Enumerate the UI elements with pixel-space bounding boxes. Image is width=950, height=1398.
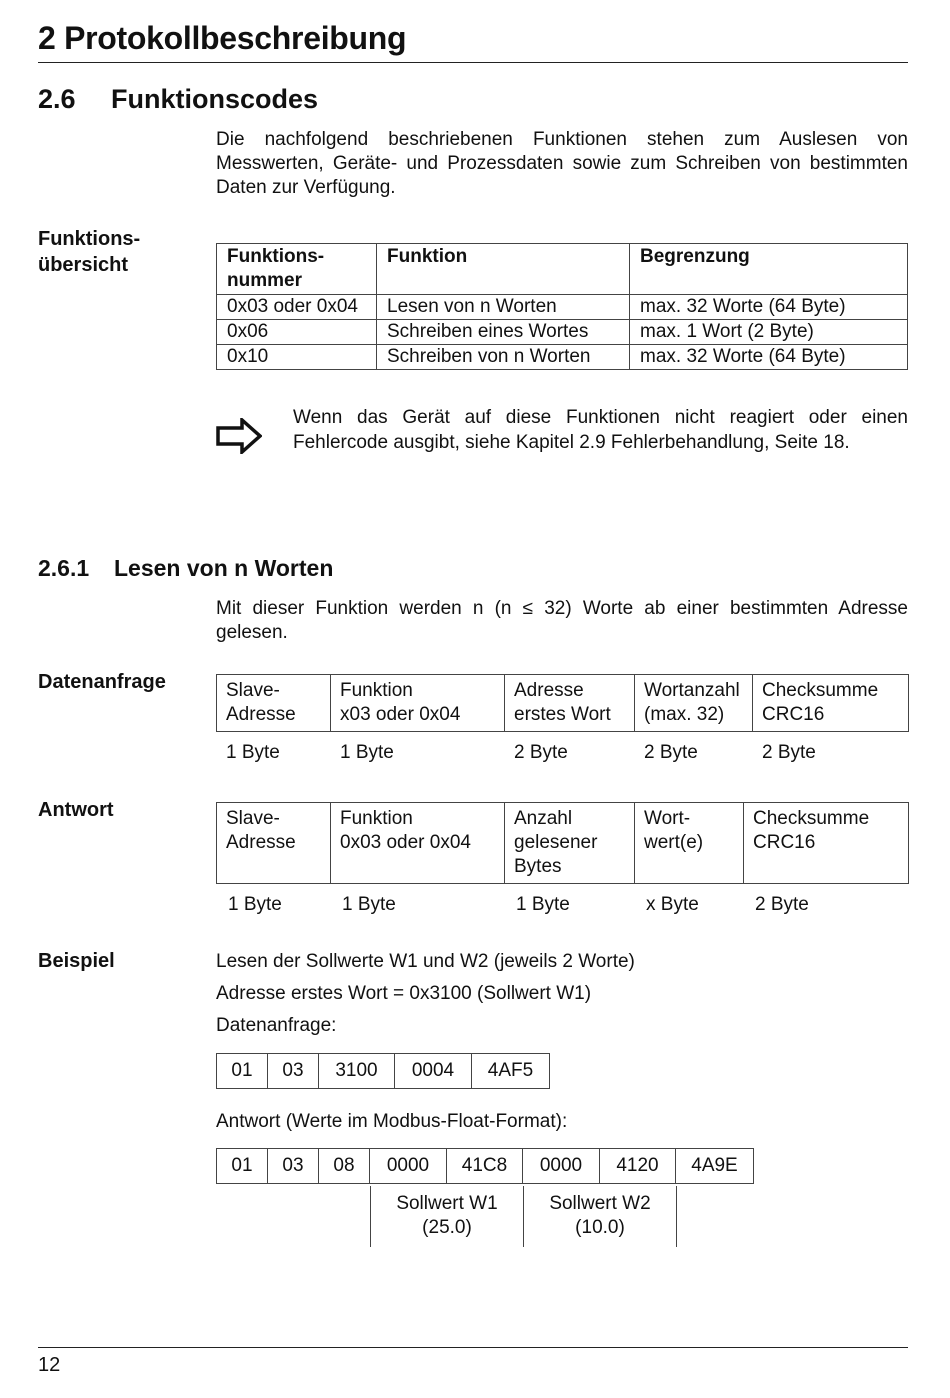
request-frame-table: [216, 674, 909, 732]
response-frame-table: [216, 802, 909, 884]
page-number: 12: [38, 1354, 61, 1376]
request-label: Datenanfrage: [38, 671, 166, 693]
overview-side-label: [38, 226, 140, 278]
table-cell: Anzahl gelesener Bytes: [505, 803, 635, 884]
hex-cell: 08: [319, 1149, 370, 1184]
table-row: [217, 803, 909, 884]
hex-cell: 4AF5: [472, 1054, 550, 1089]
section-title: Funktionscodes: [111, 84, 319, 114]
hex-cell: 4120: [600, 1149, 676, 1184]
table-cell: Funktion x03 oder 0x04: [331, 675, 505, 732]
table-cell: max. 1 Wort (2 Byte): [630, 320, 908, 345]
table-row: [217, 1054, 550, 1089]
section-number: 2.6: [38, 84, 76, 114]
byte-size: 1 Byte: [516, 894, 570, 915]
hex-cell: 41C8: [447, 1149, 523, 1184]
byte-size: 2 Byte: [762, 742, 816, 763]
hex-cell: 01: [217, 1054, 268, 1089]
footer-rule: [38, 1347, 908, 1348]
table-row: [217, 675, 909, 732]
byte-size: 2 Byte: [755, 894, 809, 915]
bracket-line: [676, 1186, 677, 1247]
intro-paragraph: Die nachfolgend beschriebenen Funktionen stehen zum Auslesen von Messwerten, Geräte- und Prozessdaten sowie zum Schreiben von bestimmten Daten zur Verfügung.: [216, 129, 908, 198]
hex-cell: 4A9E: [676, 1149, 754, 1184]
hex-cell: 03: [268, 1054, 319, 1089]
subsection-number: 2.6.1: [38, 555, 90, 581]
example-line: Datenanfrage:: [216, 1015, 337, 1036]
table-header-cell: Funktions- nummer: [217, 244, 377, 295]
hex-cell: 0000: [370, 1149, 447, 1184]
example-response-bytes: [216, 1148, 754, 1184]
table-cell: Lesen von n Worten: [377, 295, 630, 320]
table-cell: Schreiben von n Worten: [377, 345, 630, 370]
table-cell: max. 32 Worte (64 Byte): [630, 345, 908, 370]
byte-size: 1 Byte: [226, 742, 280, 763]
hex-cell: 01: [217, 1149, 268, 1184]
table-cell: Wort- wert(e): [635, 803, 744, 884]
value-label-w1: [371, 1192, 523, 1240]
table-cell: 0x03 oder 0x04: [217, 295, 377, 320]
example-line: Antwort (Werte im Modbus-Float-Format):: [216, 1111, 568, 1132]
subsection-paragraph: Mit dieser Funktion werden n (n ≤ 32) Worte ab einer bestimmten Adresse gelesen.: [216, 598, 908, 643]
table-header-cell: Funktion: [377, 244, 630, 295]
example-line: Lesen der Sollwerte W1 und W2 (jeweils 2 Worte): [216, 951, 635, 972]
byte-size: 1 Byte: [340, 742, 394, 763]
byte-size: x Byte: [646, 894, 699, 915]
byte-size: 2 Byte: [644, 742, 698, 763]
hex-cell: 0004: [395, 1054, 472, 1089]
value-number: (10.0): [575, 1217, 625, 1238]
table-row: [217, 320, 908, 345]
byte-size: 1 Byte: [228, 894, 282, 915]
note-text: Wenn das Gerät auf diese Funktionen nicht reagiert oder einen Fehlercode ausgibt, siehe Kapitel 2.9 Fehlerbehandlung, Seite 18.: [293, 407, 908, 453]
hex-cell: 03: [268, 1149, 319, 1184]
table-cell: Slave- Adresse: [217, 675, 331, 732]
table-cell: 0x06: [217, 320, 377, 345]
table-cell: Slave- Adresse: [217, 803, 331, 884]
table-row: [217, 1149, 754, 1184]
table-cell: Checksumme CRC16: [744, 803, 909, 884]
byte-size: 1 Byte: [342, 894, 396, 915]
table-row: [217, 345, 908, 370]
hex-cell: 0000: [523, 1149, 600, 1184]
table-cell: max. 32 Worte (64 Byte): [630, 295, 908, 320]
side-label-line: übersicht: [38, 254, 129, 276]
example-label: Beispiel: [38, 950, 115, 972]
table-cell: Wortanzahl (max. 32): [635, 675, 753, 732]
value-name: Sollwert W1: [396, 1193, 498, 1214]
response-byte-sizes: [218, 894, 809, 916]
byte-size: 2 Byte: [514, 742, 568, 763]
table-header-cell: Begrenzung: [630, 244, 908, 295]
table-row: [217, 295, 908, 320]
chapter-title: 2 Protokollbeschreibung: [38, 20, 407, 56]
example-line: Adresse erstes Wort = 0x3100 (Sollwert W1): [216, 983, 592, 1004]
example-request-bytes: [216, 1053, 550, 1089]
table-cell: Funktion 0x03 oder 0x04: [331, 803, 505, 884]
header-rule: [38, 62, 908, 63]
response-label: Antwort: [38, 799, 114, 821]
side-label-line: Funktions-: [38, 228, 141, 250]
request-byte-sizes: [216, 742, 816, 764]
function-overview-table: [216, 243, 908, 370]
table-cell: Adresse erstes Wort: [505, 675, 635, 732]
hex-cell: 3100: [319, 1054, 395, 1089]
table-cell: Checksumme CRC16: [753, 675, 909, 732]
table-cell: 0x10: [217, 345, 377, 370]
value-number: (25.0): [422, 1217, 472, 1238]
value-label-w2: [524, 1192, 676, 1240]
subsection-title: Lesen von n Worten: [114, 555, 334, 581]
arrow-right-outline-icon: [216, 418, 262, 454]
value-name: Sollwert W2: [549, 1193, 651, 1214]
table-header-row: [217, 244, 908, 295]
table-cell: Schreiben eines Wortes: [377, 320, 630, 345]
